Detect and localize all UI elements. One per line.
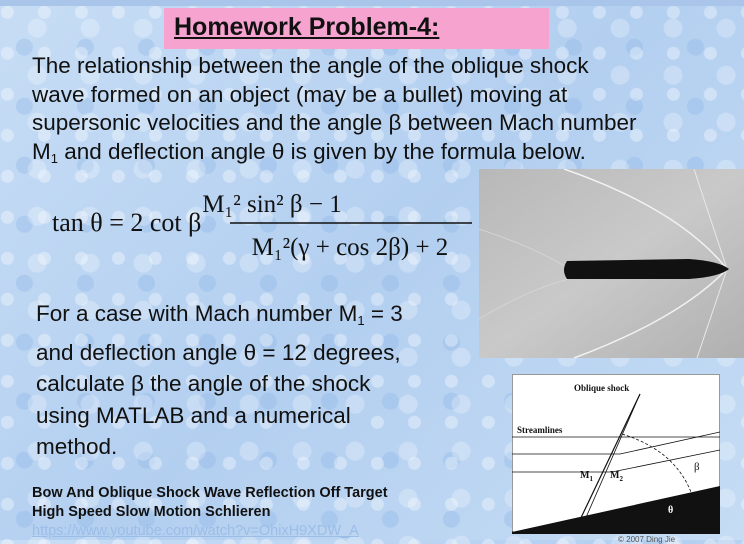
case-line-2: and deflection angle θ = 12 degrees, (36, 339, 401, 365)
case-line-5: method. (36, 434, 118, 459)
diagram-credit: © 2007 Ding Jie (618, 535, 676, 544)
formula-lhs: tan θ = 2 cot β (52, 208, 202, 237)
schlieren-bullet-photo (479, 169, 744, 358)
page-title: Homework Problem-4: (174, 13, 440, 41)
theta-label: θ (668, 505, 674, 516)
m1-subscript: 1 (589, 475, 593, 483)
case-line-4: using MATLAB and a numerical (36, 402, 351, 428)
top-decor-strip (0, 0, 744, 6)
intro-line-4 (32, 138, 744, 174)
formula-numerator: M₁² sin² β − 1 (202, 191, 342, 218)
video-caption (32, 484, 388, 541)
schlieren-image (479, 169, 744, 358)
intro-mach-symbol: M (32, 138, 51, 164)
case-line-1-text: For a case with Mach number M (36, 301, 358, 326)
beta-label: β (694, 461, 700, 473)
bullet-shape (564, 259, 729, 279)
case-paragraph (36, 298, 486, 463)
caption-line-2: High Speed Slow Motion Schlieren (32, 504, 271, 520)
case-mach-subscript: 1 (357, 313, 365, 328)
oblique-shock-label: Oblique shock (574, 383, 630, 393)
intro-line-3: supersonic velocities and the angle β between Mach number (32, 110, 637, 135)
case-line-1 (36, 298, 486, 337)
m1-label: M (580, 470, 590, 481)
formula-denominator: M₁²(γ + cos 2β) + 2 (251, 234, 449, 261)
intro-line-1: The relationship between the angle of the oblique shock (32, 53, 589, 78)
caption-line-1: Bow And Oblique Shock Wave Reflection Off Target (32, 485, 388, 501)
m2-subscript: 2 (619, 475, 623, 483)
shock-angle-formula (52, 182, 482, 272)
diagram-svg (512, 374, 720, 534)
intro-paragraph (32, 52, 744, 173)
video-link[interactable]: https://www.youtube.com/watch?v=OhixH9XDW_A (32, 523, 359, 539)
case-line-1-value: = 3 (364, 301, 403, 326)
streamlines-label: Streamlines (517, 425, 563, 435)
m2-label: M (610, 470, 620, 481)
oblique-shock-diagram (512, 374, 720, 534)
intro-line-4-text: and deflection angle θ is given by the formula below. (57, 138, 586, 164)
intro-mach-subscript: 1 (50, 150, 58, 166)
formula-svg (52, 182, 482, 272)
case-line-3: calculate β the angle of the shock (36, 371, 371, 396)
intro-line-2: wave formed on an object (may be a bullet) moving at (32, 81, 568, 107)
